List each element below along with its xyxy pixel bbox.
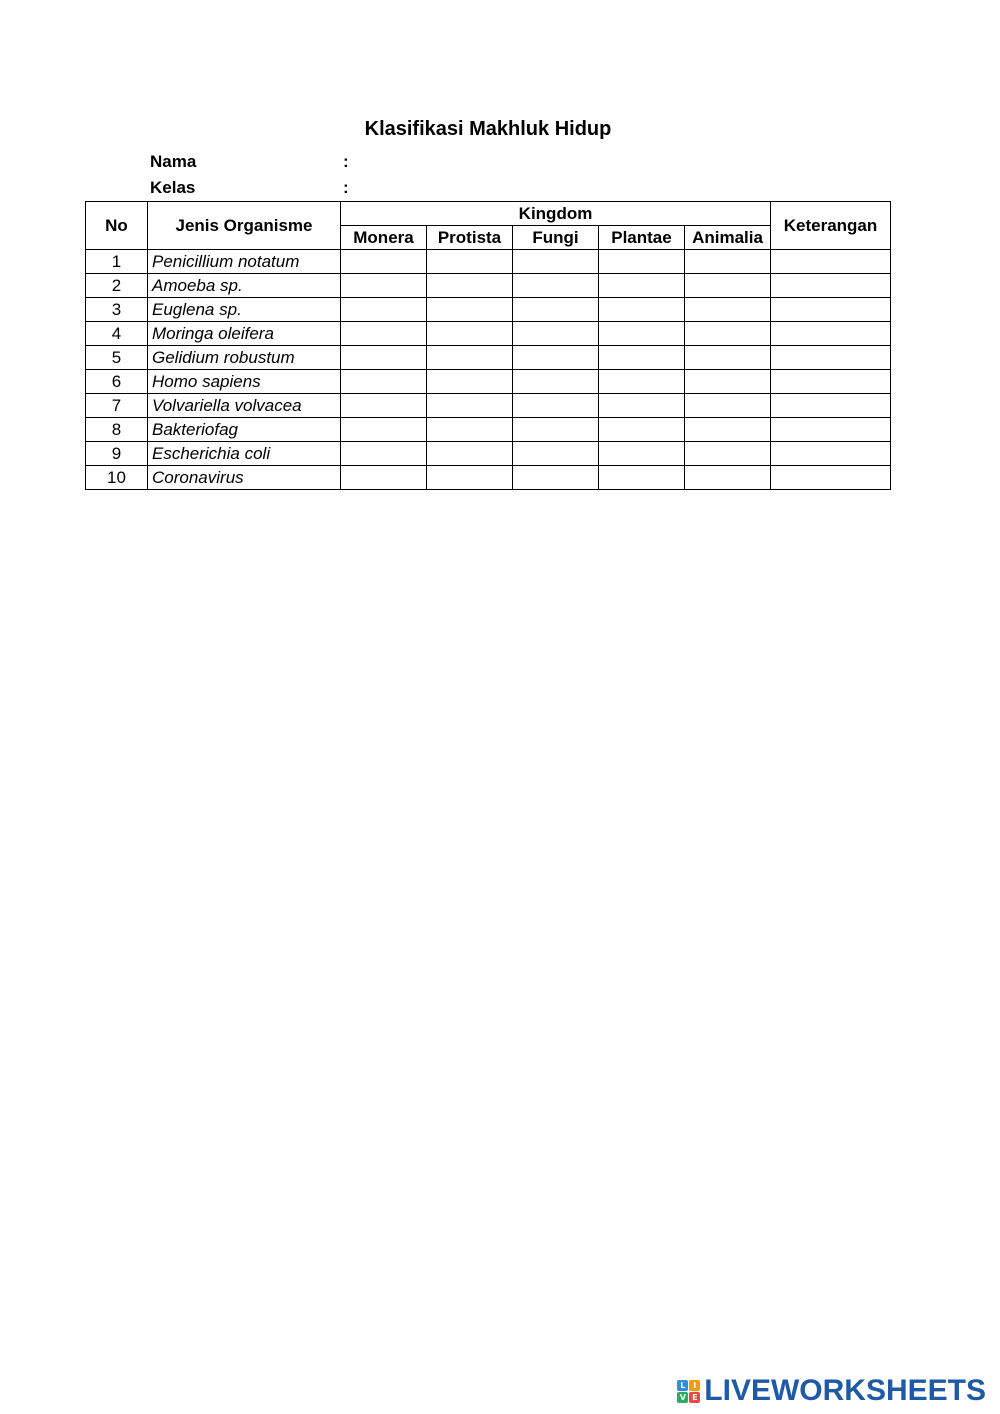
header-animalia: Animalia [685,226,771,250]
row-number: 10 [86,466,148,490]
classification-table [85,201,891,490]
animalia-cell[interactable] [685,418,771,442]
monera-cell[interactable] [341,346,427,370]
keterangan-cell[interactable] [771,274,891,298]
organism-name: Bakteriofag [148,418,341,442]
logo-mark-icon [677,1380,700,1403]
organism-name: Amoeba sp. [148,274,341,298]
plantae-cell[interactable] [599,346,685,370]
row-number: 8 [86,418,148,442]
keterangan-cell[interactable] [771,346,891,370]
fungi-cell[interactable] [513,298,599,322]
fungi-cell[interactable] [513,418,599,442]
animalia-cell[interactable] [685,442,771,466]
organism-name: Volvariella volvacea [148,394,341,418]
table-row [86,250,891,274]
kelas-row [150,178,349,198]
protista-cell[interactable] [427,250,513,274]
nama-separator: : [343,152,349,171]
monera-cell[interactable] [341,370,427,394]
plantae-cell[interactable] [599,394,685,418]
monera-cell[interactable] [341,298,427,322]
header-monera: Monera [341,226,427,250]
organism-name: Escherichia coli [148,442,341,466]
row-number: 7 [86,394,148,418]
monera-cell[interactable] [341,442,427,466]
monera-cell[interactable] [341,274,427,298]
table-row [86,442,891,466]
row-number: 1 [86,250,148,274]
organism-name: Gelidium robustum [148,346,341,370]
animalia-cell[interactable] [685,394,771,418]
keterangan-cell[interactable] [771,298,891,322]
fungi-cell[interactable] [513,346,599,370]
plantae-cell[interactable] [599,274,685,298]
plantae-cell[interactable] [599,466,685,490]
plantae-cell[interactable] [599,322,685,346]
protista-cell[interactable] [427,322,513,346]
protista-cell[interactable] [427,298,513,322]
monera-cell[interactable] [341,250,427,274]
animalia-cell[interactable] [685,322,771,346]
protista-cell[interactable] [427,466,513,490]
header-protista: Protista [427,226,513,250]
nama-label: Nama [150,152,197,171]
table-row [86,346,891,370]
row-number: 2 [86,274,148,298]
keterangan-cell[interactable] [771,370,891,394]
header-plantae: Plantae [599,226,685,250]
plantae-cell[interactable] [599,250,685,274]
kelas-separator: : [343,178,349,197]
fungi-cell[interactable] [513,274,599,298]
keterangan-cell[interactable] [771,250,891,274]
kelas-label: Kelas [150,178,196,197]
table-row [86,418,891,442]
organism-name: Homo sapiens [148,370,341,394]
monera-cell[interactable] [341,322,427,346]
animalia-cell[interactable] [685,298,771,322]
header-keterangan: Keterangan [771,202,891,250]
keterangan-cell[interactable] [771,394,891,418]
monera-cell[interactable] [341,466,427,490]
plantae-cell[interactable] [599,370,685,394]
protista-cell[interactable] [427,370,513,394]
row-number: 4 [86,322,148,346]
protista-cell[interactable] [427,346,513,370]
animalia-cell[interactable] [685,274,771,298]
keterangan-cell[interactable] [771,322,891,346]
fungi-cell[interactable] [513,370,599,394]
nama-row [150,152,349,172]
table-row [86,466,891,490]
logo-letter-l: L [677,1380,688,1391]
logo-letter-v: V [677,1392,688,1403]
logo-text: LIVEWORKSHEETS [704,1374,986,1407]
fungi-cell[interactable] [513,250,599,274]
logo-letter-e: E [689,1392,700,1403]
table-row [86,274,891,298]
row-number: 6 [86,370,148,394]
animalia-cell[interactable] [685,466,771,490]
fungi-cell[interactable] [513,322,599,346]
logo-letter-i: I [689,1380,700,1391]
organism-name: Penicillium notatum [148,250,341,274]
keterangan-cell[interactable] [771,442,891,466]
monera-cell[interactable] [341,418,427,442]
animalia-cell[interactable] [685,346,771,370]
header-no: No [86,202,148,250]
row-number: 9 [86,442,148,466]
table-row [86,322,891,346]
row-number: 3 [86,298,148,322]
header-jenis-organisme: Jenis Organisme [148,202,341,250]
organism-name: Coronavirus [148,466,341,490]
table-row [86,370,891,394]
plantae-cell[interactable] [599,298,685,322]
fungi-cell[interactable] [513,466,599,490]
animalia-cell[interactable] [685,370,771,394]
liveworksheets-logo [677,1374,986,1408]
fungi-cell[interactable] [513,442,599,466]
plantae-cell[interactable] [599,418,685,442]
table-row [86,394,891,418]
monera-cell[interactable] [341,394,427,418]
protista-cell[interactable] [427,418,513,442]
protista-cell[interactable] [427,274,513,298]
fungi-cell[interactable] [513,394,599,418]
table-row [86,298,891,322]
organism-name: Moringa oleifera [148,322,341,346]
animalia-cell[interactable] [685,250,771,274]
plantae-cell[interactable] [599,442,685,466]
organism-name: Euglena sp. [148,298,341,322]
page-title: Klasifikasi Makhluk Hidup [364,118,612,140]
protista-cell[interactable] [427,394,513,418]
keterangan-cell[interactable] [771,466,891,490]
header-fungi: Fungi [513,226,599,250]
protista-cell[interactable] [427,442,513,466]
row-number: 5 [86,346,148,370]
header-kingdom: Kingdom [341,202,771,226]
keterangan-cell[interactable] [771,418,891,442]
